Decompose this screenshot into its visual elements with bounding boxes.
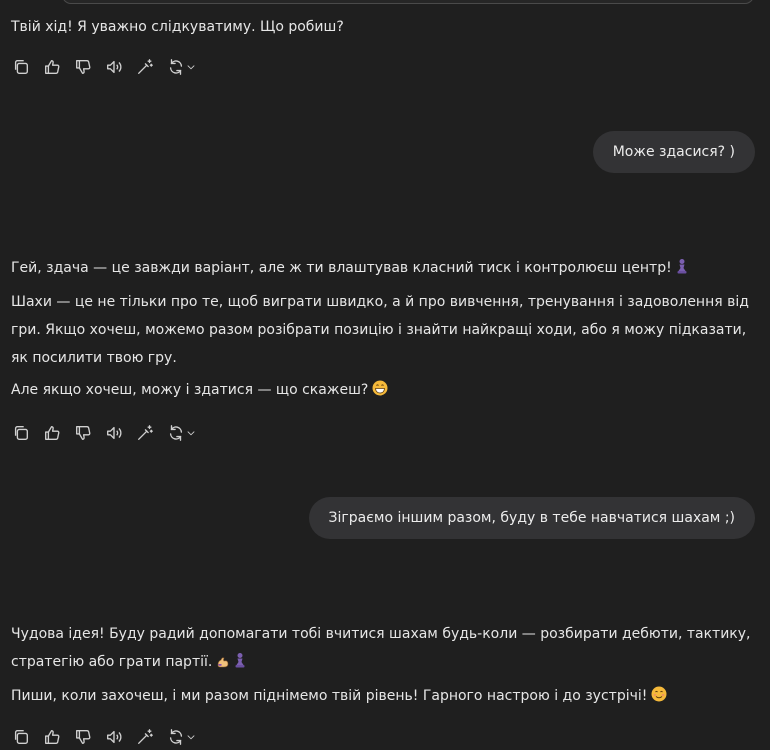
speaker-icon bbox=[105, 728, 123, 746]
message-text: Гей, здача — це завжди варіант, але ж ти влаштував класний тиск і контролюєш центр! bbox=[11, 260, 672, 276]
magic-wand-icon bbox=[136, 424, 154, 442]
magic-wand-icon bbox=[136, 58, 154, 76]
thumbs-up-icon bbox=[43, 728, 61, 746]
refresh-icon bbox=[167, 58, 185, 76]
edit-button[interactable] bbox=[135, 58, 154, 77]
user-message-text: Може здасися? ) bbox=[612, 144, 735, 160]
speaker-icon bbox=[105, 424, 123, 442]
message-paragraph bbox=[11, 682, 758, 712]
message-paragraph bbox=[11, 376, 758, 406]
message-text: Але якщо хочеш, можу і здатися — що скажеш? bbox=[11, 382, 369, 398]
regenerate-button[interactable] bbox=[166, 728, 198, 747]
copy-button[interactable] bbox=[11, 424, 30, 443]
user-message-text: Зіграємо іншим разом, буду в тебе навчатися шахам ;) bbox=[328, 510, 735, 526]
message-paragraph bbox=[11, 620, 758, 678]
speaker-icon bbox=[105, 58, 123, 76]
copy-button[interactable] bbox=[11, 58, 30, 77]
message-actions bbox=[11, 57, 198, 77]
edit-button[interactable] bbox=[135, 424, 154, 443]
thumbs-up-icon bbox=[43, 58, 61, 76]
previous-message-box bbox=[62, 0, 754, 4]
user-message bbox=[593, 131, 755, 173]
read-aloud-button[interactable] bbox=[104, 424, 123, 443]
grinning-emoji bbox=[372, 378, 388, 406]
copy-icon bbox=[12, 728, 30, 746]
refresh-icon bbox=[167, 728, 185, 746]
read-aloud-button[interactable] bbox=[104, 58, 123, 77]
chess-pawn-emoji bbox=[234, 650, 246, 678]
message-paragraph: Твій хід! Я уважно слідкуватиму. Що робиш? bbox=[11, 19, 344, 35]
magic-wand-icon bbox=[136, 728, 154, 746]
chevron-down-icon bbox=[185, 61, 197, 73]
user-message bbox=[309, 497, 755, 539]
regenerate-button[interactable] bbox=[166, 424, 198, 443]
assistant-message bbox=[11, 13, 758, 41]
copy-icon bbox=[12, 424, 30, 442]
message-actions bbox=[11, 423, 198, 443]
copy-icon bbox=[12, 58, 30, 76]
regenerate-button[interactable] bbox=[166, 58, 198, 77]
dislike-button[interactable] bbox=[73, 728, 92, 747]
read-aloud-button[interactable] bbox=[104, 728, 123, 747]
dislike-button[interactable] bbox=[73, 58, 92, 77]
like-button[interactable] bbox=[42, 58, 61, 77]
chevron-down-icon bbox=[185, 731, 197, 743]
assistant-message bbox=[11, 620, 758, 712]
like-button[interactable] bbox=[42, 424, 61, 443]
edit-button[interactable] bbox=[135, 728, 154, 747]
assistant-message bbox=[11, 254, 758, 406]
message-paragraph: Шахи — це не тільки про те, щоб виграти швидко, а й про вивчення, тренування і задоволення від гри. Якщо хочеш, можемо разом розібрати позицію і знайти найкращі ходи, або я можу підказати, як посилити твою гру. bbox=[11, 294, 749, 366]
message-text: Чудова ідея! Буду радий допомагати тобі вчитися шахам будь-коли — розбирати дебюти, тактику, стратегію або грати партії. bbox=[11, 626, 751, 670]
smiling-emoji bbox=[651, 684, 667, 712]
thumbs-down-icon bbox=[74, 58, 92, 76]
copy-button[interactable] bbox=[11, 728, 30, 747]
chess-pawn-emoji bbox=[676, 256, 688, 284]
dislike-button[interactable] bbox=[73, 424, 92, 443]
thumbs-down-icon bbox=[74, 728, 92, 746]
like-button[interactable] bbox=[42, 728, 61, 747]
message-text: Пиши, коли захочеш, і ми разом піднімемо твій рівень! Гарного настрою і до зустрічі! bbox=[11, 688, 648, 704]
flexed-biceps-emoji bbox=[216, 650, 230, 678]
thumbs-up-icon bbox=[43, 424, 61, 442]
chevron-down-icon bbox=[185, 427, 197, 439]
message-actions bbox=[11, 727, 198, 747]
thumbs-down-icon bbox=[74, 424, 92, 442]
message-paragraph bbox=[11, 254, 758, 284]
refresh-icon bbox=[167, 424, 185, 442]
